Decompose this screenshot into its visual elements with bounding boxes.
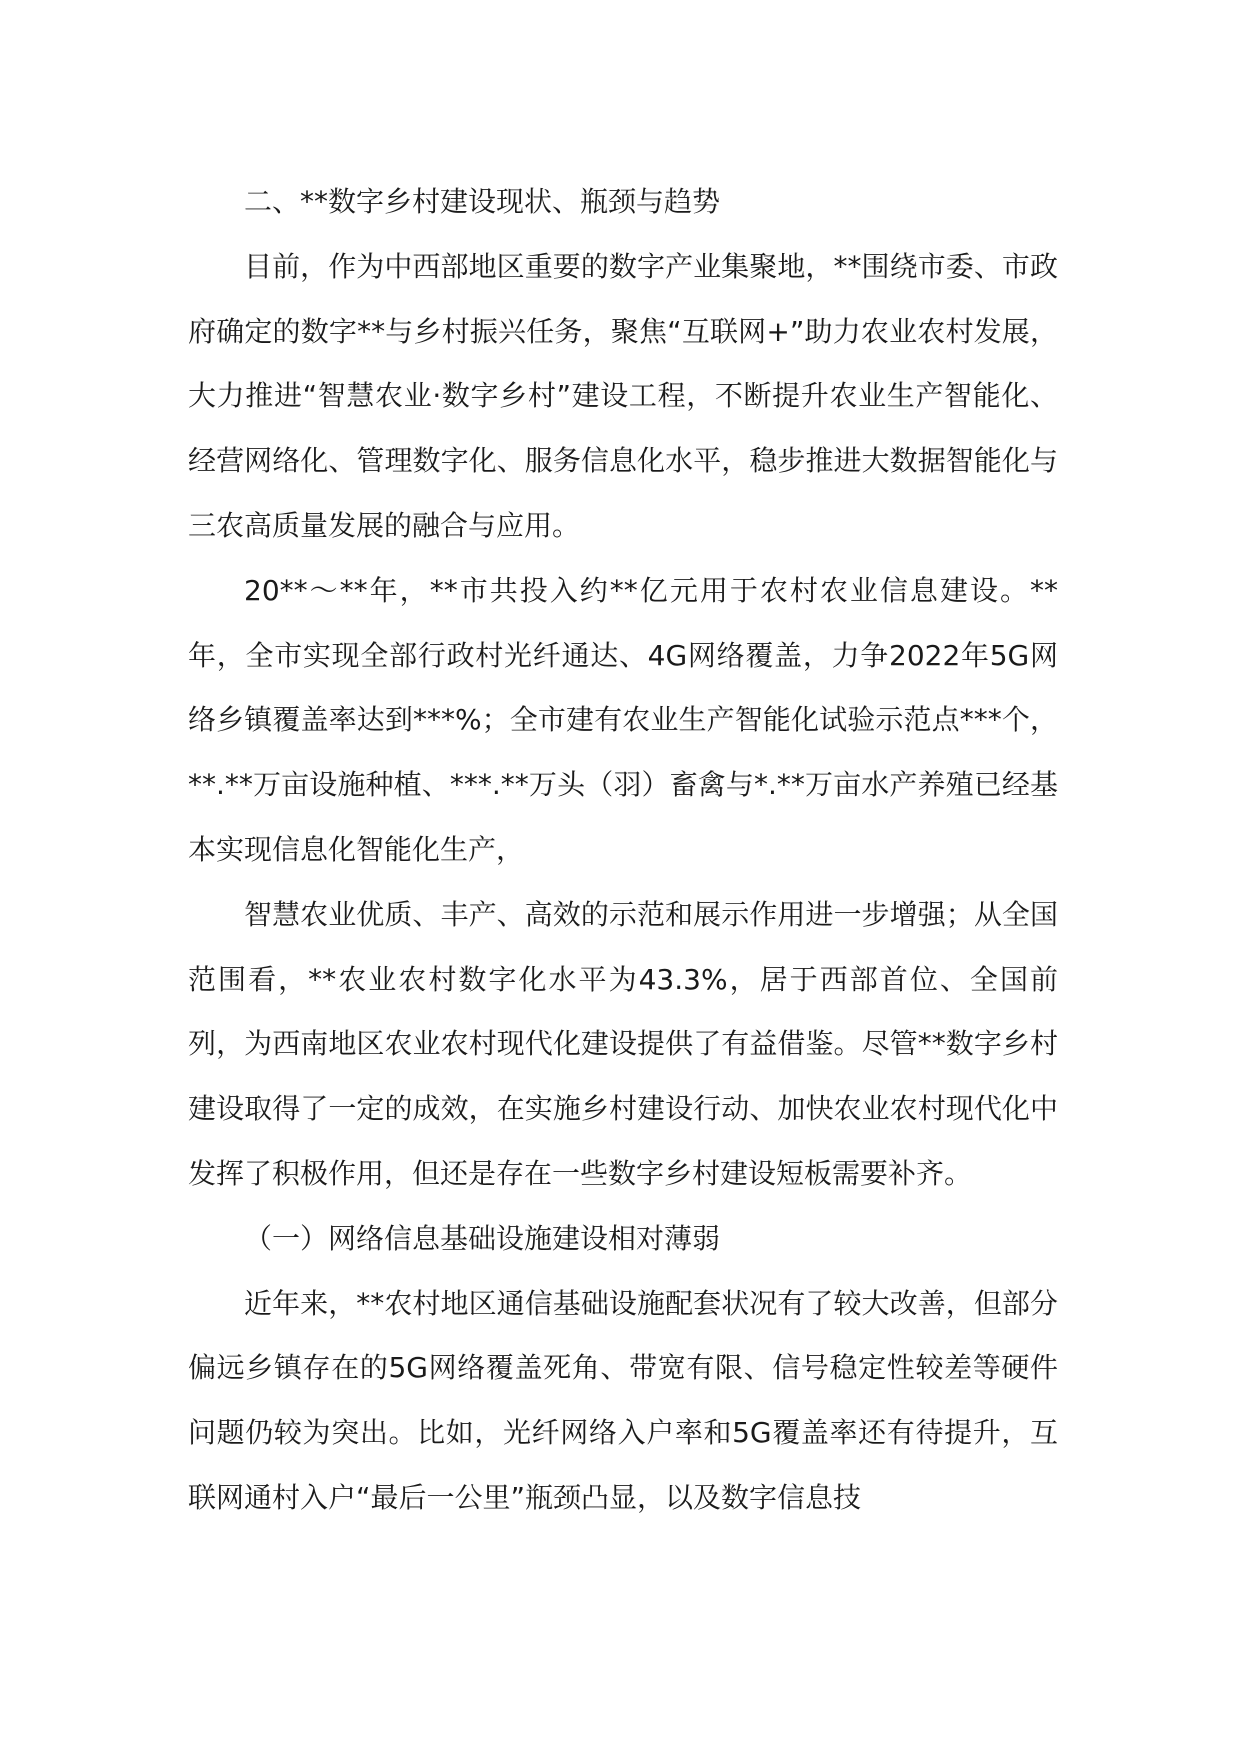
section-heading: 二、**数字乡村建设现状、瓶颈与趋势 xyxy=(244,185,721,218)
subsection-heading: （一）网络信息基础设施建设相对薄弱 xyxy=(244,1221,721,1255)
paragraph-effect: 智慧农业优质、丰产、高效的示范和展示作用进一步增强；从全国范围看，**农业农村数字化水平为43.3%，居于西部首位、全国前列，为西南地区农业农村现代化建设提供了有益借鉴。尽管**数字乡村建设取得了一定的成效，在实施乡村建设行动、加快农业农村现代化中发挥了积极作用，但还是存在一些数字乡村建设短板需要补齐。 xyxy=(188,897,1058,1190)
document-page xyxy=(188,170,1058,1531)
paragraph-overview: 目前，作为中西部地区重要的数字产业集聚地，**围绕市委、市政府确定的数字**与乡村振兴任务，聚焦“互联网+”助力农业农村发展，大力推进“智慧农业·数字乡村”建设工程，不断提升农业生产智能化、经营网络化、管理数字化、服务信息化水平，稳步推进大数据智能化与三农高质量发展的融合与应用。 xyxy=(188,249,1058,542)
paragraph-investment: 20**～**年，**市共投入约**亿元用于农村农业信息建设。**年，全市实现全部行政村光纤通达、4G网络覆盖，力争2022年5G网络乡镇覆盖率达到***%；全市建有农业生产智能化试验示范点***个，**.**万亩设施种植、***.**万头（羽）畜禽与*.**万亩水产养殖已经基本实现信息化智能化生产， xyxy=(188,573,1058,866)
paragraph-infrastructure: 近年来，**农村地区通信基础设施配套状况有了较大改善，但部分偏远乡镇存在的5G网络覆盖死角、带宽有限、信号稳定性较差等硬件问题仍较为突出。比如，光纤网络入户率和5G覆盖率还有待提升，互联网通村入户“最后一公里”瓶颈凸显，以及数字信息技 xyxy=(188,1286,1058,1514)
